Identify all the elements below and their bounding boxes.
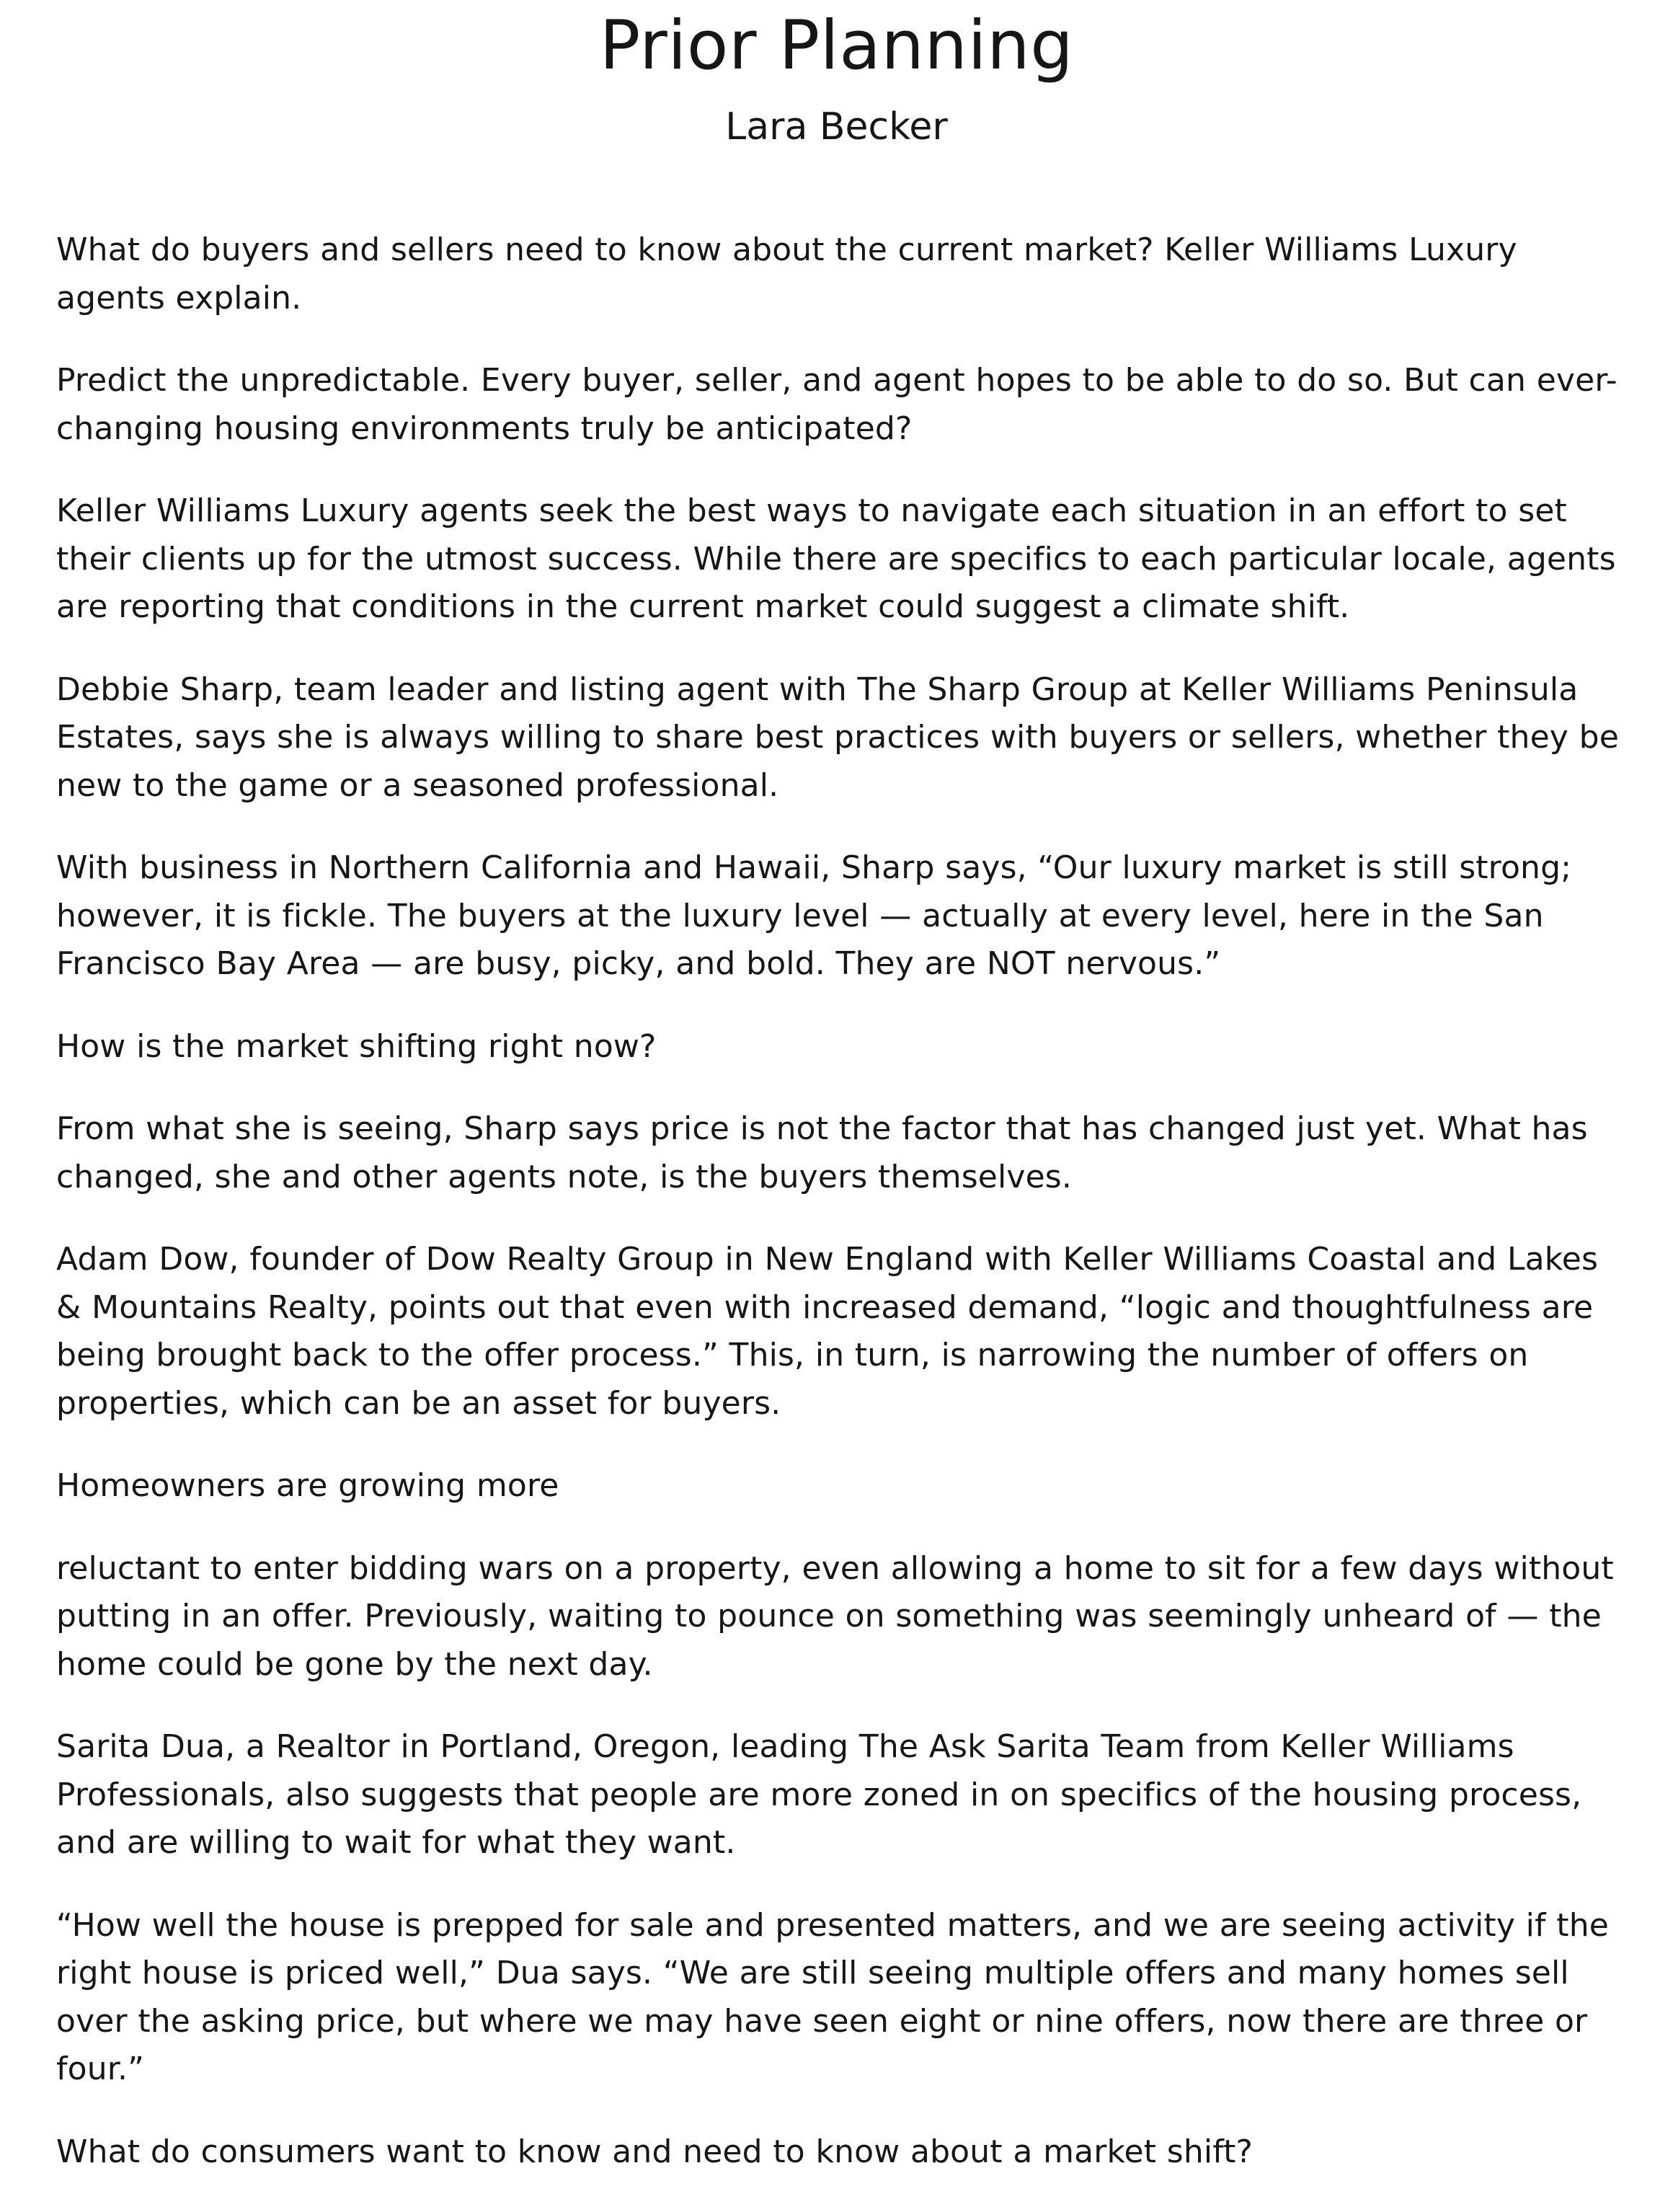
paragraph-question-consumers: What do consumers want to know and need to know about a market shift? <box>56 2133 1253 2170</box>
article-body <box>56 226 1628 2211</box>
paragraph-sarita-dua: Sarita Dua, a Realtor in Portland, Oregon, leading The Ask Sarita Team from Keller Williams Professionals, also suggests that people are more zoned in on specifics of the housing process, and are willing to wait for what they want. <box>56 1728 1582 1861</box>
article-title: Prior Planning <box>599 6 1074 85</box>
paragraph-intro: What do buyers and sellers need to know about the current market? Keller Williams Luxury agents explain. <box>56 231 1517 317</box>
paragraph-adam-dow: Adam Dow, founder of Dow Realty Group in New England with Keller Williams Coastal and Lakes & Mountains Realty, points out that even with increased demand, “logic and thoughtfulness are being brought back to the offer process.” This, in turn, is narrowing the number of offers on properties, which can be an asset for buyers. <box>56 1241 1599 1422</box>
paragraph-reluctant: reluctant to enter bidding wars on a property, even allowing a home to sit for a few days without putting in an offer. Previously, waiting to pounce on something was seemingly unheard of — the home could be gone by the next day. <box>56 1549 1614 1683</box>
paragraph-question-shifting: How is the market shifting right now? <box>56 1027 657 1065</box>
article-author: Lara Becker <box>725 105 948 149</box>
paragraph-homeowners: Homeowners are growing more <box>56 1467 559 1504</box>
paragraph-predict: Predict the unpredictable. Every buyer, seller, and agent hopes to be able to do so. But can ever-changing housing environments truly be anticipated? <box>56 362 1617 447</box>
paragraph-sharp-quote: With business in Northern California and Hawaii, Sharp says, “Our luxury market is still strong; however, it is fickle. The buyers at the luxury level — actually at every level, here in the San Francisco Bay Area — are busy, picky, and bold. They are NOT nervous.” <box>56 849 1572 982</box>
paragraph-buyers-changed: From what she is seeing, Sharp says price is not the factor that has changed just yet. What has changed, she and other agents note, is the buyers themselves. <box>56 1110 1588 1195</box>
paragraph-agents-navigate: Keller Williams Luxury agents seek the best ways to navigate each situation in an effort to set their clients up for the utmost success. While there are specifics to each particular locale, agents are reporting that conditions in the current market could suggest a climate shift. <box>56 492 1616 625</box>
paragraph-debbie-sharp: Debbie Sharp, team leader and listing agent with The Sharp Group at Keller Williams Peninsula Estates, says she is always willing to share best practices with buyers or sellers, whether they be new to the game or a seasoned professional. <box>56 671 1619 804</box>
paragraph-dua-quote: “How well the house is prepped for sale and presented matters, and we are seeing activity if the right house is priced well,” Dua says. “We are still seeing multiple offers and many homes sell over the asking price, but where we may have seen eight or nine offers, now there are three or four.” <box>56 1906 1609 2087</box>
